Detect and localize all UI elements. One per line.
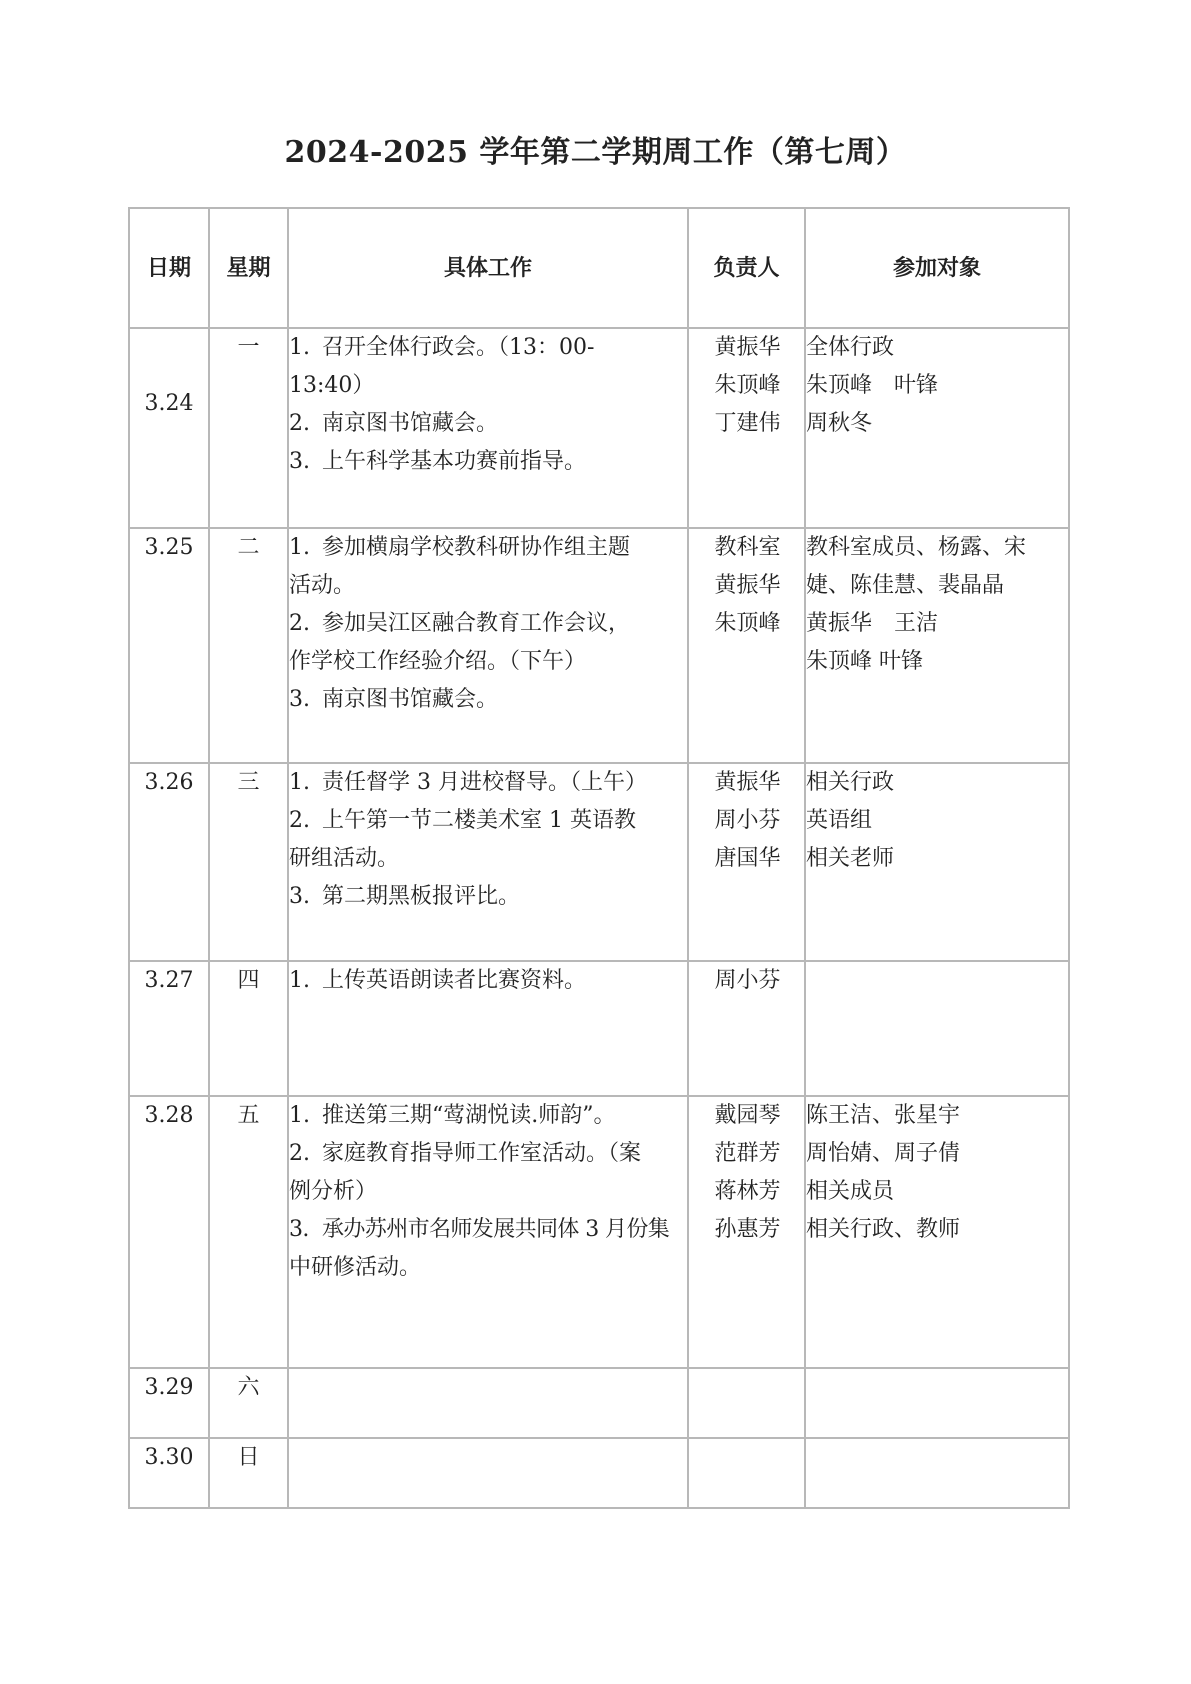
header-participants: 参加对象 — [805, 208, 1069, 328]
work-item-line: 活动。 — [289, 573, 356, 598]
header-owner: 负责人 — [688, 208, 805, 328]
work-item-line: 2. 南京图书馆藏会。 — [289, 411, 499, 436]
owner-name: 戴园琴 — [714, 1103, 781, 1128]
participants-cell — [805, 328, 1069, 528]
owner-name: 范群芳 — [714, 1141, 781, 1166]
work-item-line: 2. 家庭教育指导师工作室活动。（案 — [289, 1141, 642, 1166]
participants-cell — [805, 1096, 1069, 1368]
header-work: 具体工作 — [288, 208, 688, 328]
weekday-cell: 四 — [209, 961, 288, 1096]
table-row — [129, 1368, 1069, 1438]
weekday-cell: 三 — [209, 763, 288, 961]
work-item-line: 1. 召开全体行政会。（13：00- — [289, 335, 595, 360]
work-item-line: 2. 参加吴江区融合教育工作会议， — [289, 611, 631, 636]
participant-line: 相关成员 — [806, 1179, 895, 1204]
participant-line: 全体行政 — [806, 335, 895, 360]
owner-name: 周小芬 — [714, 808, 781, 833]
work-cell — [288, 1368, 688, 1438]
participant-line: 周怡婧、周子倩 — [806, 1141, 961, 1166]
owner-cell — [688, 1438, 805, 1508]
work-item-line: 中研修活动。 — [289, 1255, 422, 1280]
participant-line: 相关行政 — [806, 770, 895, 795]
table-row — [129, 528, 1069, 763]
table-row — [129, 763, 1069, 961]
work-cell — [288, 528, 688, 763]
date-cell: 3.28 — [129, 1096, 209, 1368]
owner-name: 唐国华 — [714, 846, 781, 871]
work-item-line: 作学校工作经验介绍。（下午） — [289, 649, 587, 674]
header-weekday: 星期 — [209, 208, 288, 328]
owner-name: 教科室 — [714, 535, 781, 560]
work-cell — [288, 961, 688, 1096]
table-row — [129, 1096, 1069, 1368]
owner-cell — [688, 528, 805, 763]
owner-name: 孙惠芳 — [714, 1217, 781, 1242]
date-cell: 3.27 — [129, 961, 209, 1096]
work-item-line: 3. 南京图书馆藏会。 — [289, 687, 499, 712]
owner-name: 周小芬 — [714, 968, 781, 993]
work-item-line: 1. 责任督学 3 月进校督导。（上午） — [289, 770, 647, 795]
work-item-line: 1. 上传英语朗读者比赛资料。 — [289, 968, 587, 993]
participant-line: 婕、陈佳慧、裴晶晶 — [806, 573, 1005, 598]
owner-name: 黄振华 — [714, 335, 781, 360]
page-title: 2024-2025 学年第二学期周工作（第七周） — [284, 135, 907, 170]
owner-name: 朱顶峰 — [714, 373, 781, 398]
weekday-cell: 一 — [209, 328, 288, 528]
owner-name: 丁建伟 — [714, 411, 781, 436]
participant-line: 朱顶峰 叶锋 — [806, 649, 923, 674]
owner-name: 黄振华 — [714, 770, 781, 795]
owner-name: 黄振华 — [714, 573, 781, 598]
owner-cell — [688, 763, 805, 961]
owner-name: 蒋林芳 — [714, 1179, 781, 1204]
work-item-line: 2. 上午第一节二楼美术室 1 英语教 — [289, 808, 636, 833]
work-item-line: 3. 第二期黑板报评比。 — [289, 884, 521, 909]
table-header-row — [129, 208, 1069, 328]
participant-line: 英语组 — [806, 808, 873, 833]
work-cell — [288, 1096, 688, 1368]
date-cell: 3.29 — [129, 1368, 209, 1438]
work-item-line: 例分析） — [289, 1179, 378, 1204]
participants-cell — [805, 528, 1069, 763]
participants-cell — [805, 763, 1069, 961]
owner-cell — [688, 1096, 805, 1368]
date-cell: 3.30 — [129, 1438, 209, 1508]
weekday-cell: 六 — [209, 1368, 288, 1438]
work-item-line: 1. 参加横扇学校教科研协作组主题 — [289, 535, 631, 560]
work-item-line: 3. 承办苏州市名师发展共同体 3 月份集 — [289, 1217, 670, 1242]
weekday-cell: 日 — [209, 1438, 288, 1508]
participant-line: 黄振华 王洁 — [806, 611, 939, 636]
participant-line: 周秋冬 — [806, 411, 873, 436]
owner-name: 朱顶峰 — [714, 611, 781, 636]
participants-cell — [805, 1438, 1069, 1508]
owner-cell — [688, 328, 805, 528]
date-cell: 3.25 — [129, 528, 209, 763]
date-cell: 3.26 — [129, 763, 209, 961]
work-cell — [288, 328, 688, 528]
participant-line: 相关老师 — [806, 846, 895, 871]
owner-cell — [688, 961, 805, 1096]
header-date: 日期 — [129, 208, 209, 328]
participants-cell — [805, 961, 1069, 1096]
work-item-line: 研组活动。 — [289, 846, 400, 871]
participant-line: 教科室成员、杨露、宋 — [806, 535, 1027, 560]
date-cell: 3.24 — [129, 328, 209, 528]
work-item-line: 13:40） — [289, 373, 375, 398]
work-cell — [288, 1438, 688, 1508]
table-row — [129, 961, 1069, 1096]
participant-line: 陈王洁、张星宇 — [806, 1103, 961, 1128]
owner-cell — [688, 1368, 805, 1438]
table-row — [129, 328, 1069, 528]
participant-line: 朱顶峰 叶锋 — [806, 373, 939, 398]
weekday-cell: 五 — [209, 1096, 288, 1368]
weekday-cell: 二 — [209, 528, 288, 763]
work-item-line: 1. 推送第三期“莺湖悦读.师韵”。 — [289, 1103, 616, 1128]
table-row — [129, 1438, 1069, 1508]
participants-cell — [805, 1368, 1069, 1438]
schedule-table — [128, 207, 1070, 1509]
work-cell — [288, 763, 688, 961]
participant-line: 相关行政、教师 — [806, 1217, 961, 1242]
work-item-line: 3. 上午科学基本功赛前指导。 — [289, 449, 587, 474]
